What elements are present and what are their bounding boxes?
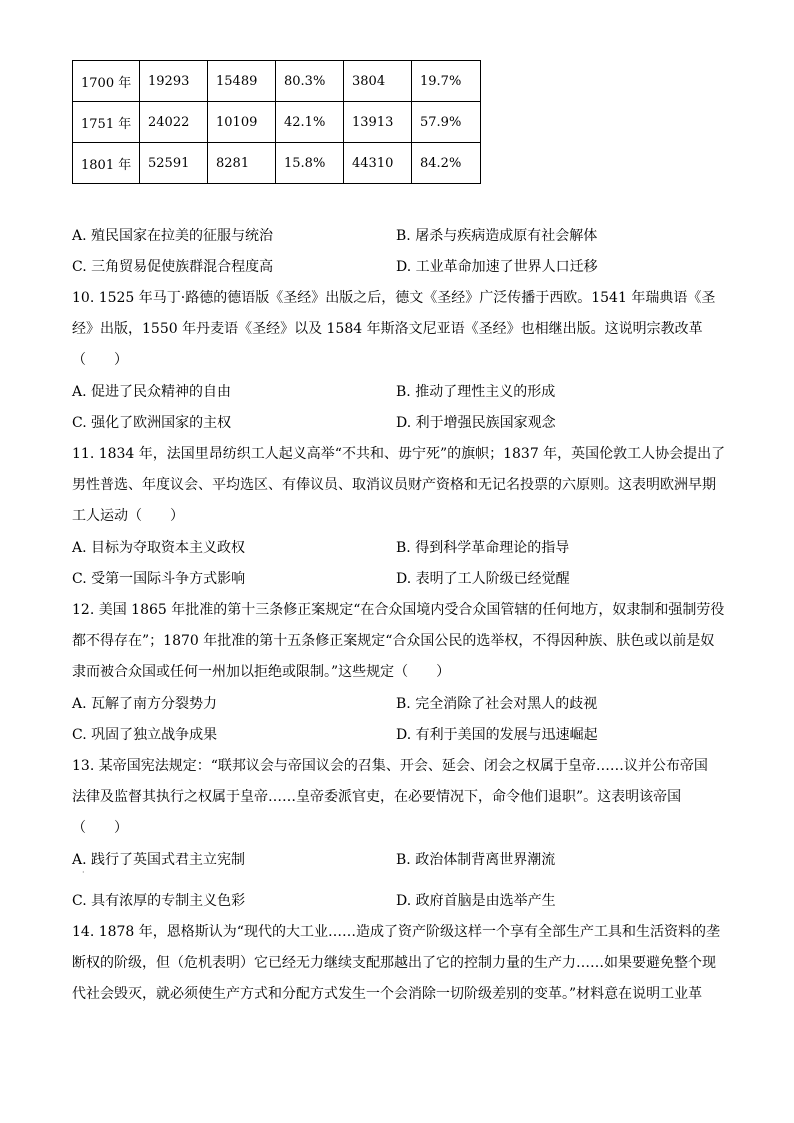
table-cell: 84.2% (412, 143, 481, 184)
q12-stem-line: 12. 美国 1865 年批准的第十三条修正案规定“在合众国境内受合众国管辖的任何地方，奴隶制和强制劳役 (72, 602, 725, 618)
q10-option-b: B. 推动了理性主义的形成 (396, 384, 556, 400)
q10-stem-line: （ ） (72, 352, 128, 368)
q11-option-c: C. 受第一国际斗争方式影响 (72, 571, 246, 587)
q13-option-c: C. 具有浓厚的专制主义色彩 (72, 893, 246, 909)
q11-option-d: D. 表明了工人阶级已经觉醒 (396, 571, 570, 587)
table-cell: 1801 年 (73, 143, 140, 184)
table-row (73, 61, 481, 102)
q10-option-c: C. 强化了欧洲国家的主权 (72, 415, 232, 431)
q12-stem-line: 隶而被合众国或任何一州加以拒绝或限制。”这些规定（ ） (72, 664, 451, 680)
q14-stem-line: 14. 1878 年，恩格斯认为“现代的大工业……造成了资产阶级这样一个享有全部生产工具和生活资料的垄 (72, 924, 720, 940)
q14-stem-line: 代社会毁灭，就必须使生产方式和分配方式发生一个会消除一切阶级差别的变革。”材料意在说明工业革 (72, 986, 703, 1002)
population-table (72, 60, 481, 184)
q12-stem-line: 都不得存在”；1870 年批准的第十五条修正案规定“合众国公民的选举权，不得因种族、肤色或以前是奴 (72, 633, 715, 649)
table-cell: 15.8% (276, 143, 344, 184)
q13-option-b: B. 政治体制背离世界潮流 (396, 852, 556, 868)
table-cell: 8281 (208, 143, 276, 184)
table-cell: 24022 (140, 102, 208, 143)
table-cell: 10109 (208, 102, 276, 143)
table-cell: 15489 (208, 61, 276, 102)
q11-stem-line: 男性普选、年度议会、平均选区、有俸议员、取消议员财产资格和无记名投票的六原则。这表明欧洲早期 (72, 477, 716, 493)
q13-option-d: D. 政府首脑是由选举产生 (396, 893, 556, 909)
table-cell: 52591 (140, 143, 208, 184)
q10-option-d: D. 利于增强民族国家观念 (396, 415, 556, 431)
q13-stem-line: 13. 某帝国宪法规定：“联邦议会与帝国议会的召集、开会、延会、闭会之权属于皇帝……议并公布帝国 (72, 758, 708, 774)
table-row (73, 143, 481, 184)
table-row (73, 102, 481, 143)
table-cell: 1751 年 (73, 102, 140, 143)
q11-stem-line: 11. 1834 年，法国里昂纺织工人起义高举“不共和、毋宁死”的旗帜；1837 年，英国伦敦工人协会提出了 (72, 446, 726, 462)
table-cell: 3804 (344, 61, 412, 102)
table-cell: 19.7% (412, 61, 481, 102)
table-cell: 57.9% (412, 102, 481, 143)
q13-option-a: A. 践行了英国式君主立宪制 (72, 852, 246, 868)
q12-option-d: D. 有利于美国的发展与迅速崛起 (396, 727, 598, 743)
q12-option-a: A. 瓦解了南方分裂势力 (72, 696, 218, 712)
table-cell: 80.3% (276, 61, 344, 102)
q13-stem-line: （ ） (72, 820, 128, 836)
q13-stem-line: 法律及监督其执行之权属于皇帝……皇帝委派官吏，在必要情况下，命令他们退职”。这表明该帝国 (72, 789, 682, 805)
table-cell: 19293 (140, 61, 208, 102)
q9-option-b: B. 屠杀与疾病造成原有社会解体 (396, 228, 598, 244)
q12-option-b: B. 完全消除了社会对黑人的歧视 (396, 696, 598, 712)
q9-option-c: C. 三角贸易促使族群混合程度高 (72, 259, 274, 275)
q14-stem-line: 断权的阶级，但（危机表明）它已经无力继续支配那越出了它的控制力量的生产力……如果要避免整个现 (72, 955, 716, 971)
q11-option-a: A. 目标为夺取资本主义政权 (72, 540, 246, 556)
table-cell: 44310 (344, 143, 412, 184)
q9-option-d: D. 工业革命加速了世界人口迁移 (396, 259, 598, 275)
q10-stem-line: 经》出版，1550 年丹麦语《圣经》以及 1584 年斯洛文尼亚语《圣经》也相继出版。这说明宗教改革 (72, 321, 703, 337)
q10-option-a: A. 促进了民众精神的自由 (72, 384, 232, 400)
q9-option-a: A. 殖民国家在拉美的征服与统治 (72, 228, 274, 244)
q11-stem-line: 工人运动（ ） (72, 508, 184, 524)
q12-option-c: C. 巩固了独立战争成果 (72, 727, 218, 743)
stray-mark: · (82, 868, 85, 877)
table-cell: 13913 (344, 102, 412, 143)
table-cell: 42.1% (276, 102, 344, 143)
q11-option-b: B. 得到科学革命理论的指导 (396, 540, 570, 556)
q10-stem-line: 10. 1525 年马丁·路德的德语版《圣经》出版之后，德文《圣经》广泛传播于西欧。1541 年瑞典语《圣 (72, 290, 716, 306)
table-cell: 1700 年 (73, 61, 140, 102)
